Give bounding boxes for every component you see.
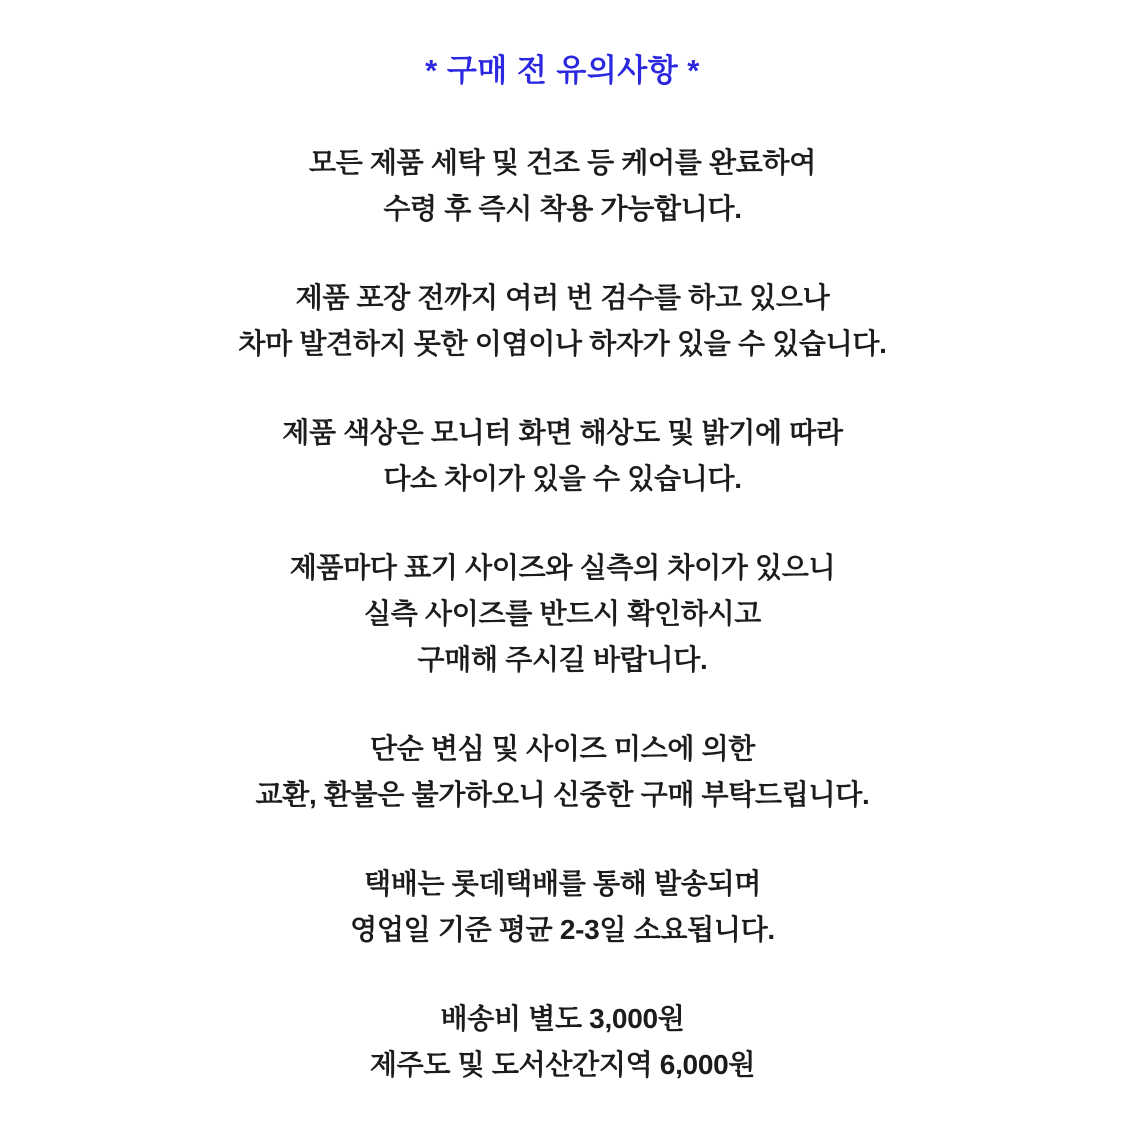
notice-line: 제품 포장 전까지 여러 번 검수를 하고 있으나	[295, 282, 830, 313]
notice-line: 모든 제품 세탁 및 건조 등 케어를 완료하여	[308, 147, 817, 178]
notice-paragraph-color	[0, 410, 1125, 502]
notice-line: 구매해 주시길 바랍니다.	[417, 644, 708, 675]
notice-line: 제품 색상은 모니터 화면 해상도 및 밝기에 따라	[282, 417, 843, 448]
notice-paragraph-care	[0, 140, 1125, 232]
notice-paragraph-size	[0, 545, 1125, 683]
notice-line: 배송비 별도 3,000원	[440, 1003, 685, 1034]
notice-line: 실측 사이즈를 반드시 확인하시고	[364, 598, 761, 629]
notice-line: 영업일 기준 평균 2-3일 소요됩니다.	[350, 914, 775, 945]
notice-line: 제주도 및 도서산간지역 6,000원	[369, 1049, 756, 1080]
notice-line: 다소 차이가 있을 수 있습니다.	[383, 463, 742, 494]
notice-paragraph-shipping-carrier	[0, 861, 1125, 953]
notice-paragraph-shipping-fee	[0, 996, 1125, 1088]
notice-line: 택배는 롯데택배를 통해 발송되며	[364, 868, 761, 899]
notice-paragraph-refund	[0, 726, 1125, 818]
notice-line: 단순 변심 및 사이즈 미스에 의한	[369, 733, 756, 764]
notice-line: 제품마다 표기 사이즈와 실측의 차이가 있으니	[289, 552, 836, 583]
notice-line: 차마 발견하지 못한 이염이나 하자가 있을 수 있습니다.	[238, 328, 887, 359]
notice-line: 교환, 환불은 불가하오니 신중한 구매 부탁드립니다.	[255, 779, 870, 810]
page-title: * 구매 전 유의사항 *	[425, 53, 700, 88]
notice-line: 수령 후 즉시 착용 가능합니다.	[383, 193, 742, 224]
notice-paragraph-inspection	[0, 275, 1125, 367]
